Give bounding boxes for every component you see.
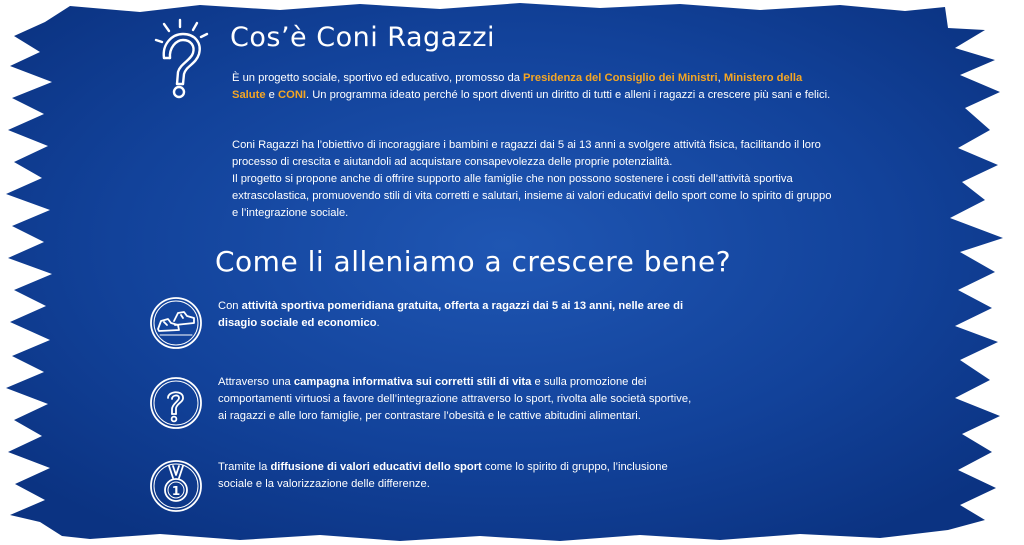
info-icon (148, 375, 204, 431)
link-coni[interactable]: CONI (278, 89, 306, 101)
sneakers-icon (148, 295, 204, 351)
link-ministero-salute[interactable]: Ministero della Salute (232, 72, 803, 101)
medal-number: 1 (171, 484, 181, 498)
link-presidenza[interactable]: Presidenza del Consiglio dei Ministri (523, 72, 718, 84)
objective-paragraph (232, 137, 832, 222)
support-text: Il progetto si propone anche di offrire supporto alle famiglie che non possono sostenere i costi dell’attività sportiva extrascolastica, promuovendo stili di vita corretti e salutari, insieme ai valori educativi dello sport come lo spirito di gruppo e l’integrazione sociale. (232, 173, 832, 219)
intro-paragraph: È un progetto sociale, sportivo ed educativo, promosso da Presidenza del Consiglio dei Ministri, Ministero della Salute e CONI. Un programma ideato perché lo sport diventi un diritto di tutti e alleni i ragazzi a crescere più sani e felici. (232, 72, 831, 101)
activity-item-values: Tramite la diffusione di valori educativi dello sport come lo spirito di gruppo, l’inclusione sociale e la valorizzazione delle differenze. (218, 461, 668, 490)
objective-text: Coni Ragazzi ha l’obiettivo di incoraggiare i bambini e ragazzi dai 5 ai 13 anni a svolgere attività fisica, facilitando il loro processo di crescita e aiutandoli ad acquistare consapevolezza delle proprie potenzialità. (232, 139, 821, 168)
section-title-how: Come li alleniamo a crescere bene? (215, 245, 732, 278)
question-mark-icon (150, 18, 220, 100)
medal-icon (148, 458, 204, 514)
activity-item-sport: Con attività sportiva pomeridiana gratuita, offerta a ragazzi dai 5 ai 13 anni, nelle aree di disagio sociale ed economico. (218, 300, 684, 329)
section-title-what-is: Cos’è Coni Ragazzi (230, 22, 496, 53)
activity-item-campaign: Attraverso una campagna informativa sui corretti stili di vita e sulla promozione dei comportamenti virtuosi a favore dell’integrazione attraverso lo sport, rivolta alle società sportive, ai ragazzi e alle loro famiglie, per contrastare l’obesità e le cattive abitudini alimentari. (218, 376, 692, 422)
